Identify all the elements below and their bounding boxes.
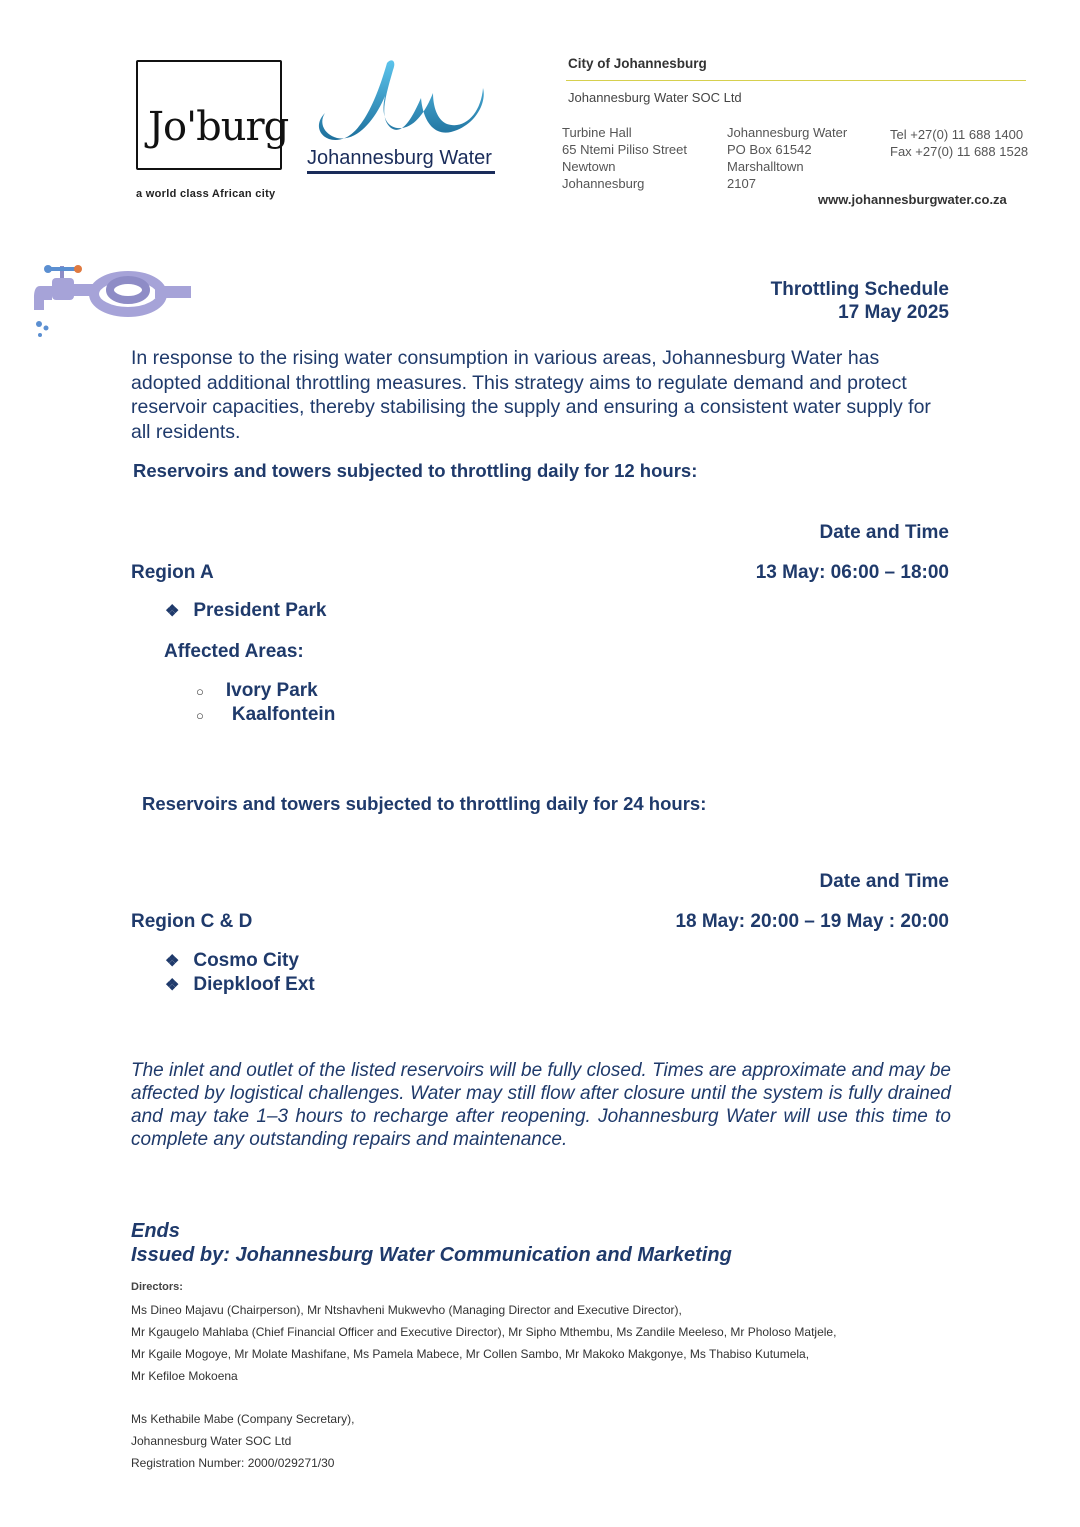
city-name: City of Johannesburg	[568, 56, 707, 71]
directors-line: Mr Kgaugelo Mahlaba (Chief Financial Officer and Executive Director), Mr Sipho Mthembu, Ms Zandile Meeleso, Mr Pholoso Matjele,	[131, 1325, 837, 1339]
reservoir-name: Diepkloof Ext	[193, 974, 315, 995]
address-line: Johannesburg Water	[727, 125, 848, 140]
diamond-bullet-icon: ❖	[165, 977, 180, 994]
date-time-label: Date and Time	[819, 871, 949, 892]
list-item	[196, 704, 335, 726]
issued-by: Issued by: Johannesburg Water Communication and Marketing	[131, 1244, 732, 1266]
closure-note: The inlet and outlet of the listed reservoirs will be fully closed. Times are approximate and may be affected by logistical challenges. Water may still flow after closure until the system is fully drained and may take 1–3 hours to recharge after reopening. Johannesburg Water will use this time to complete any outstanding repairs and maintenance.	[131, 1060, 951, 1150]
document-title	[771, 278, 949, 324]
address-line: PO Box 61542	[727, 142, 812, 157]
address-line: Newtown	[562, 159, 616, 174]
diamond-bullet-icon: ❖	[165, 603, 180, 620]
website-link[interactable]: www.johannesburgwater.co.za	[818, 192, 1007, 207]
directors-line: Mr Kefiloe Mokoena	[131, 1369, 238, 1383]
region-a-label: Region A	[131, 562, 214, 583]
address-street	[562, 124, 687, 192]
list-item	[165, 950, 299, 972]
company-name: Johannesburg Water SOC Ltd	[568, 90, 742, 105]
affected-area: Kaalfontein	[231, 704, 336, 725]
johannesburg-water-logo-text: Johannesburg Water	[307, 147, 492, 169]
logo-underline	[307, 171, 495, 174]
joburg-logo-text: Jo'burg	[148, 104, 289, 150]
address-line: Marshalltown	[727, 159, 804, 174]
directors-line: Mr Kgaile Mogoye, Mr Molate Mashifane, Ms Pamela Mabece, Mr Collen Sambo, Mr Makoko Makgonye, Ms Thabiso Kutumela,	[131, 1347, 810, 1361]
list-item	[165, 600, 326, 622]
list-item	[165, 974, 315, 996]
closing-block	[131, 1219, 732, 1267]
reservoir-name: Cosmo City	[193, 950, 299, 971]
footer-line: Johannesburg Water SOC Ltd	[131, 1434, 292, 1448]
list-item	[196, 680, 318, 702]
address-line: Turbine Hall	[562, 125, 632, 140]
address-line: Johannesburg	[562, 176, 645, 191]
region-a-time: 13 May: 06:00 – 18:00	[755, 562, 949, 583]
affected-areas-label: Affected Areas:	[164, 641, 304, 662]
johannesburg-water-logo-icon	[305, 58, 495, 148]
directors-line: Ms Dineo Majavu (Chairperson), Mr Ntshavheni Mukwevho (Managing Director and Executive Director),	[131, 1303, 682, 1317]
directors-list	[131, 1299, 836, 1387]
fax-number: Fax +27(0) 11 688 1528	[890, 144, 1029, 159]
section-24h-heading: Reservoirs and towers subjected to throttling daily for 24 hours:	[142, 793, 707, 814]
reservoir-name: President Park	[193, 600, 327, 621]
date-time-label: Date and Time	[819, 522, 949, 543]
region-cd-time: 18 May: 20:00 – 19 May : 20:00	[675, 911, 949, 932]
circle-bullet-icon: ○	[196, 707, 204, 723]
address-line: 2107	[727, 176, 756, 191]
region-cd-label: Region C & D	[131, 911, 253, 932]
diamond-bullet-icon: ❖	[165, 953, 180, 970]
affected-area: Ivory Park	[225, 680, 318, 701]
circle-bullet-icon: ○	[196, 683, 204, 699]
divider	[566, 80, 1026, 81]
tel-number: Tel +27(0) 11 688 1400	[890, 127, 1024, 142]
company-footer	[131, 1408, 354, 1474]
footer-line: Ms Kethabile Mabe (Company Secretary),	[131, 1412, 355, 1426]
directors-label: Directors:	[131, 1281, 183, 1293]
joburg-tagline: a world class African city	[136, 188, 276, 200]
intro-paragraph: In response to the rising water consumption in various areas, Johannesburg Water has adopted additional throttling measures. This strategy aims to regulate demand and protect reservoir capacities, thereby stabilising the supply and ensuring a consistent water supply for all residents.	[131, 347, 931, 443]
schedule-date: 17 May 2025	[838, 302, 949, 323]
address-postal	[727, 124, 847, 192]
ends-label: Ends	[131, 1220, 180, 1242]
section-12h-heading: Reservoirs and towers subjected to throttling daily for 12 hours:	[133, 460, 698, 481]
knotted-tap-icon	[30, 262, 195, 342]
contact-numbers	[890, 126, 1028, 160]
address-line: 65 Ntemi Piliso Street	[562, 142, 687, 157]
footer-line: Registration Number: 2000/029271/30	[131, 1456, 335, 1470]
schedule-title: Throttling Schedule	[770, 279, 949, 300]
